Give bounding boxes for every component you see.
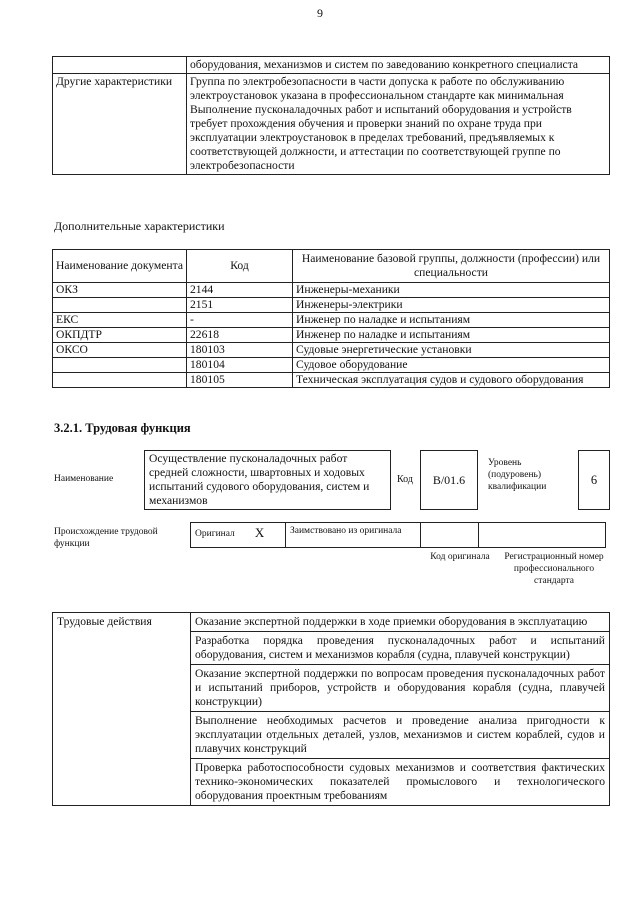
labor-action-item: Разработка порядка проведения пусконаладочных работ и испытаний оборудования, систем и механизмов корабля (судна, плавучей конструкции) — [191, 632, 610, 665]
table-row — [53, 74, 610, 175]
original-label: Оригинал — [195, 529, 235, 539]
labor-action-item: Выполнение необходимых расчетов и проведение анализа пригодности к эксплуатации отдельных деталей, узлов, механизмов и систем кораблей, судов и плавучих конструкций — [191, 712, 610, 759]
function-name: Осуществление пусконаладочных работ средней сложности, швартовных и ходовых испытаний судового оборудования, систем и механизмов — [144, 450, 391, 510]
qualification-level: 6 — [578, 450, 610, 510]
cell-name: Инженер по наладке и испытаниям — [293, 313, 610, 328]
function-origin-table — [190, 522, 606, 548]
original-mark: X — [254, 525, 265, 540]
cell-code: 2151 — [187, 298, 293, 313]
qualification-level-label: Уровень (подуровень) квалификации — [488, 458, 547, 492]
cell-code: 180104 — [187, 358, 293, 373]
function-heading: 3.2.1. Трудовая функция — [54, 421, 191, 435]
cell-name: Судовое оборудование — [293, 358, 610, 373]
cell-name: Инженеры-электрики — [293, 298, 610, 313]
cell-doc: ОКПДТР — [53, 328, 187, 343]
reg-number-value — [479, 523, 606, 548]
cell-doc: ОКЗ — [53, 283, 187, 298]
function-name-label: Наименование — [54, 474, 114, 484]
labor-actions-label: Трудовые действия — [53, 613, 191, 806]
cell-name: Инженер по наладке и испытаниям — [293, 328, 610, 343]
row-label — [53, 57, 187, 74]
code-original-value — [421, 523, 479, 548]
cell-name: Техническая эксплуатация судов и судового оборудования — [293, 373, 610, 388]
table-row — [191, 523, 606, 548]
cell-name: Инженеры-механики — [293, 283, 610, 298]
page-number: 9 — [317, 6, 323, 20]
code-original-label: Код оригинала — [430, 552, 490, 562]
table-row — [53, 328, 610, 343]
labor-actions-table — [52, 612, 610, 806]
cell-code: 180105 — [187, 373, 293, 388]
cell-doc: ОКСО — [53, 343, 187, 358]
function-code: B/01.6 — [420, 450, 478, 510]
header-doc: Наименование документа — [53, 250, 187, 283]
table-row — [53, 343, 610, 358]
table-row — [53, 358, 610, 373]
cell-doc — [53, 298, 187, 313]
cell-code: 22618 — [187, 328, 293, 343]
original-cell — [191, 523, 286, 548]
table-row — [53, 613, 610, 632]
row-text: Группа по электробезопасности в части допуска к работе по обслуживанию электроустановок указана в профессиональном стандарте как минимальная Выполнение пусконаладочных работ и испытаний оборудования и устройств требует прохождения обучения и проверки знаний по охране труда при эксплуатации электроустановок в пределах требований, предъявляемых к соответствующей должности, и аттестации по соответствующей группе по электробезопасности — [187, 74, 610, 175]
cell-code: 2144 — [187, 283, 293, 298]
additional-characteristics-caption: Дополнительные характеристики — [54, 219, 225, 233]
labor-action-item: Оказание экспертной поддержки по вопросам проведения пусконаладочных работ и испытаний приборов, устройств и оборудования корабля (судна, плавучей конструкции) — [191, 665, 610, 712]
table-row — [53, 373, 610, 388]
labor-action-item: Проверка работоспособности судовых механизмов и соответствия фактических технико-экономических показателей промыслового и технологического оборудования проектным требованиям — [191, 759, 610, 806]
cell-doc — [53, 358, 187, 373]
cell-code: - — [187, 313, 293, 328]
table-row — [53, 283, 610, 298]
header-code: Код — [187, 250, 293, 283]
function-origin-label: Происхождение трудовой функции — [54, 527, 158, 549]
table-row — [53, 57, 610, 74]
cell-doc: ЕКС — [53, 313, 187, 328]
table-row — [53, 313, 610, 328]
reg-number-label: Регистрационный номер профессионального стандарта — [504, 552, 604, 586]
cell-doc — [53, 373, 187, 388]
row-label: Другие характеристики — [53, 74, 187, 175]
header-name: Наименование базовой группы, должности (профессии) или специальности — [293, 250, 610, 283]
additional-characteristics-table — [52, 249, 610, 388]
cell-name: Судовые энергетические установки — [293, 343, 610, 358]
other-characteristics-table — [52, 56, 610, 175]
borrowed-label: Заимствовано из оригинала — [286, 523, 421, 548]
table-row — [53, 298, 610, 313]
function-code-label: Код — [397, 474, 413, 485]
table-header-row — [53, 250, 610, 283]
row-text: оборудования, механизмов и систем по заведованию конкретного специалиста — [187, 57, 610, 74]
labor-action-item: Оказание экспертной поддержки в ходе приемки оборудования в эксплуатацию — [191, 613, 610, 632]
cell-code: 180103 — [187, 343, 293, 358]
